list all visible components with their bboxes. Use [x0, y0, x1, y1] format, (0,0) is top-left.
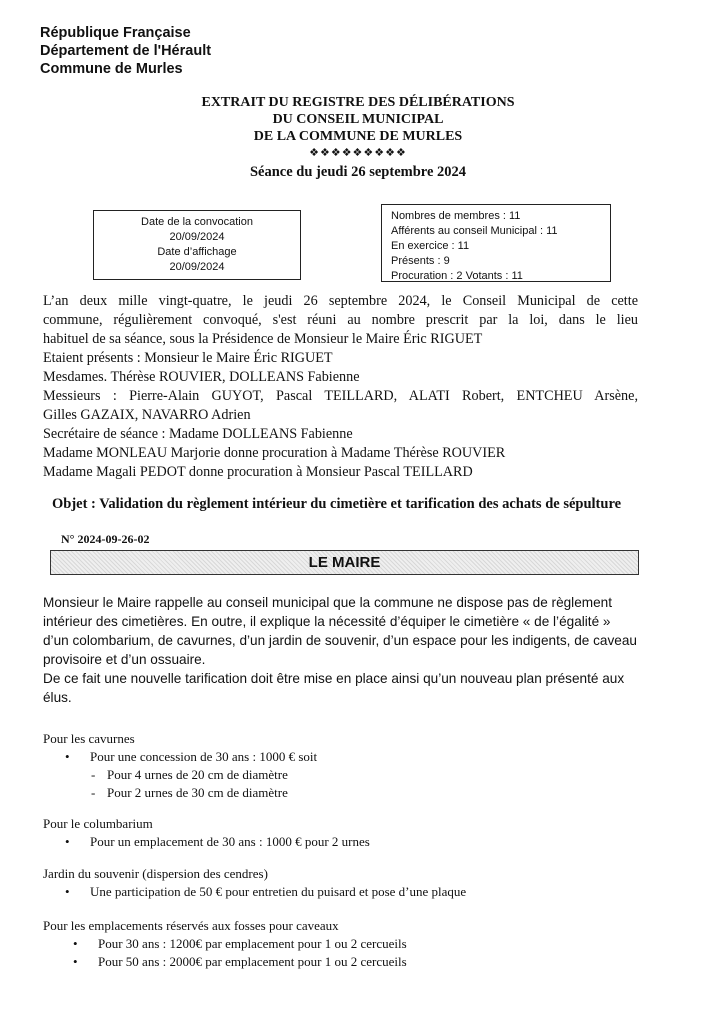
columbarium-section: [43, 815, 643, 851]
membres-presents: Présents : 9: [391, 255, 450, 267]
messieurs-line-cont: Gilles GAZAIX, NAVARRO Adrien: [43, 407, 251, 423]
jardin-heading: Jardin du souvenir (dispersion des cendres): [43, 866, 268, 881]
intro-paragraph: [43, 292, 638, 482]
body-paragraphs: [43, 593, 639, 707]
list-item: [43, 935, 643, 953]
title-separator: ❖❖❖❖❖❖❖❖❖: [309, 147, 407, 159]
body-paragraph-1: Monsieur le Maire rappelle au conseil municipal que la commune ne dispose pas de règlement intérieur des cimetières. En outre, il explique la nécessité d’équiper le cimetière « de l’égalité » d’un colombarium, de cavurnes, d’un jardin de souvenir, d’un espace pour les indigents, de caveau provisoire et d’un ossuaire.: [43, 595, 637, 667]
deliberation-number: N° 2024-09-26-02: [61, 532, 150, 546]
intro-line: habituel de sa séance, sous la Présidence de Monsieur le Maire Éric RIGUET: [43, 331, 483, 347]
list-item: [43, 784, 643, 802]
convocation-date: 20/09/2024: [169, 231, 225, 243]
convocation-box: [93, 210, 301, 280]
header-departement: Département de l'Hérault: [40, 43, 212, 59]
columbarium-item: Pour un emplacement de 30 ans : 1000 € pour 2 urnes: [90, 834, 370, 849]
bullet-icon: •: [73, 954, 78, 969]
membres-box: [381, 204, 611, 282]
messieurs-line: Messieurs : Pierre-Alain GUYOT, Pascal TEILLARD, ALATI Robert, ENTCHEU Arsène,: [43, 388, 638, 404]
header-commune: Commune de Murles: [40, 61, 183, 77]
header-republique: République Française: [40, 25, 191, 41]
bullet-icon: •: [65, 834, 70, 849]
affichage-label: Date d’affichage: [157, 246, 237, 258]
intro-line: commune, régulièrement convoqué, s'est réuni au nombre prescrit par la loi, dans le lieu: [43, 312, 638, 328]
columbarium-heading: Pour le columbarium: [43, 816, 153, 831]
presents-line: Etaient présents : Monsieur le Maire Éric RIGUET: [43, 350, 333, 366]
membres-afferents: Afférents au conseil Municipal : 11: [391, 225, 558, 237]
header-block: [40, 24, 211, 78]
fosses-item-1: Pour 30 ans : 1200€ par emplacement pour 1 ou 2 cercueils: [98, 936, 407, 951]
bullet-icon: •: [65, 749, 70, 764]
secretaire-line: Secrétaire de séance : Madame DOLLEANS Fabienne: [43, 426, 353, 442]
seance-date: Séance du jeudi 26 septembre 2024: [249, 164, 467, 180]
mesdames-line: Mesdames. Thérèse ROUVIER, DOLLEANS Fabienne: [43, 369, 360, 385]
cavurnes-sub-2: Pour 2 urnes de 30 cm de diamètre: [107, 785, 288, 800]
document-title: [0, 94, 716, 181]
title-line-1: EXTRAIT DU REGISTRE DES DÉLIBÉRATIONS: [201, 95, 515, 110]
list-item: [43, 953, 643, 971]
cavurnes-section: [43, 730, 643, 802]
list-item: [43, 748, 643, 766]
title-line-3: DE LA COMMUNE DE MURLES: [253, 129, 463, 144]
cavurnes-item: Pour une concession de 30 ans : 1000 € soit: [90, 749, 318, 764]
procuration-line: Madame Magali PEDOT donne procuration à Monsieur Pascal TEILLARD: [43, 464, 473, 480]
cavurnes-sub-1: Pour 4 urnes de 20 cm de diamètre: [107, 767, 288, 782]
procuration-line: Madame MONLEAU Marjorie donne procuration à Madame Thérèse ROUVIER: [43, 445, 506, 461]
fosses-item-2: Pour 50 ans : 2000€ par emplacement pour 1 ou 2 cercueils: [98, 954, 407, 969]
title-line-2: DU CONSEIL MUNICIPAL: [272, 112, 444, 127]
body-paragraph-2: De ce fait une nouvelle tarification doit être mise en place ainsi qu’un nouveau plan présenté aux élus.: [43, 671, 625, 705]
list-item: [43, 883, 643, 901]
convocation-label: Date de la convocation: [141, 216, 253, 228]
dash-icon: -: [91, 767, 96, 782]
cavurnes-heading: Pour les cavurnes: [43, 731, 135, 746]
fosses-section: [43, 917, 643, 971]
dash-icon: -: [91, 785, 96, 800]
membres-exercice: En exercice : 11: [391, 240, 470, 252]
membres-procuration-votants: Procuration : 2 Votants : 11: [391, 270, 523, 282]
objet-heading: Objet : Validation du règlement intérieur du cimetière et tarification des achats de sépulture: [52, 496, 622, 512]
bullet-icon: •: [65, 884, 70, 899]
affichage-date: 20/09/2024: [169, 261, 225, 273]
jardin-item: Une participation de 50 € pour entretien du puisard et pose d’une plaque: [90, 884, 467, 899]
jardin-section: [43, 865, 643, 901]
membres-total: Nombres de membres : 11: [391, 210, 521, 222]
le-maire-banner: LE MAIRE: [50, 550, 639, 575]
fosses-heading: Pour les emplacements réservés aux fosses pour caveaux: [43, 918, 339, 933]
list-item: [43, 766, 643, 784]
intro-line: L’an deux mille vingt-quatre, le jeudi 26 septembre 2024, le Conseil Municipal de cette: [43, 293, 638, 309]
list-item: [43, 833, 643, 851]
bullet-icon: •: [73, 936, 78, 951]
